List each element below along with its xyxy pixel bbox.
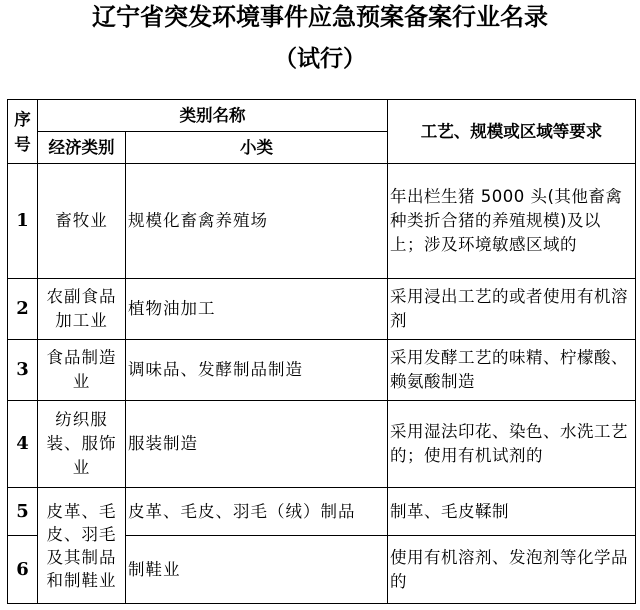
header-category-name: 类别名称	[38, 100, 388, 132]
header-subcategory: 小类	[126, 132, 388, 164]
requirements-cell: 采用发酵工艺的味精、柠檬酸、赖氨酸制造	[388, 340, 636, 401]
document-subtitle: （试行）	[274, 45, 366, 72]
economic-category-cell: 皮革、毛皮、羽毛及其制品和制鞋业	[38, 488, 126, 604]
industry-catalog-table	[7, 99, 636, 604]
requirements-cell: 制革、毛皮鞣制	[388, 488, 636, 536]
subcategory-cell: 制鞋业	[126, 536, 388, 604]
document-title: 辽宁省突发环境事件应急预案备案行业名录	[92, 2, 548, 31]
economic-category-cell: 畜牧业	[38, 164, 126, 279]
row-index: 2	[8, 279, 38, 340]
subcategory-cell: 植物油加工	[126, 279, 388, 340]
requirements-cell: 采用浸出工艺的或者使用有机溶剂	[388, 279, 636, 340]
subcategory-cell: 规模化畜禽养殖场	[126, 164, 388, 279]
header-index: 序号	[8, 100, 38, 164]
subcategory-cell: 服装制造	[126, 401, 388, 488]
row-index: 3	[8, 340, 38, 401]
table-row	[8, 164, 636, 279]
economic-category-cell: 纺织服装、服饰业	[38, 401, 126, 488]
subcategory-cell: 调味品、发酵制品制造	[126, 340, 388, 401]
requirements-cell: 年出栏生猪 5000 头(其他畜禽种类折合猪的养殖规模)及以上；涉及环境敏感区域的	[388, 164, 636, 279]
row-index: 1	[8, 164, 38, 279]
table-row	[8, 340, 636, 401]
header-row-top	[8, 100, 636, 132]
table-row	[8, 279, 636, 340]
economic-category-cell: 农副食品加工业	[38, 279, 126, 340]
subcategory-cell: 皮革、毛皮、羽毛（绒）制品	[126, 488, 388, 536]
table-row	[8, 401, 636, 488]
table-row	[8, 488, 636, 536]
requirements-cell: 采用湿法印花、染色、水洗工艺的；使用有机试剂的	[388, 401, 636, 488]
row-index: 4	[8, 401, 38, 488]
header-requirements: 工艺、规模或区域等要求	[388, 100, 636, 164]
economic-category-cell: 食品制造业	[38, 340, 126, 401]
header-economic-category: 经济类别	[38, 132, 126, 164]
row-index: 5	[8, 488, 38, 536]
row-index: 6	[8, 536, 38, 604]
requirements-cell: 使用有机溶剂、发泡剂等化学品的	[388, 536, 636, 604]
